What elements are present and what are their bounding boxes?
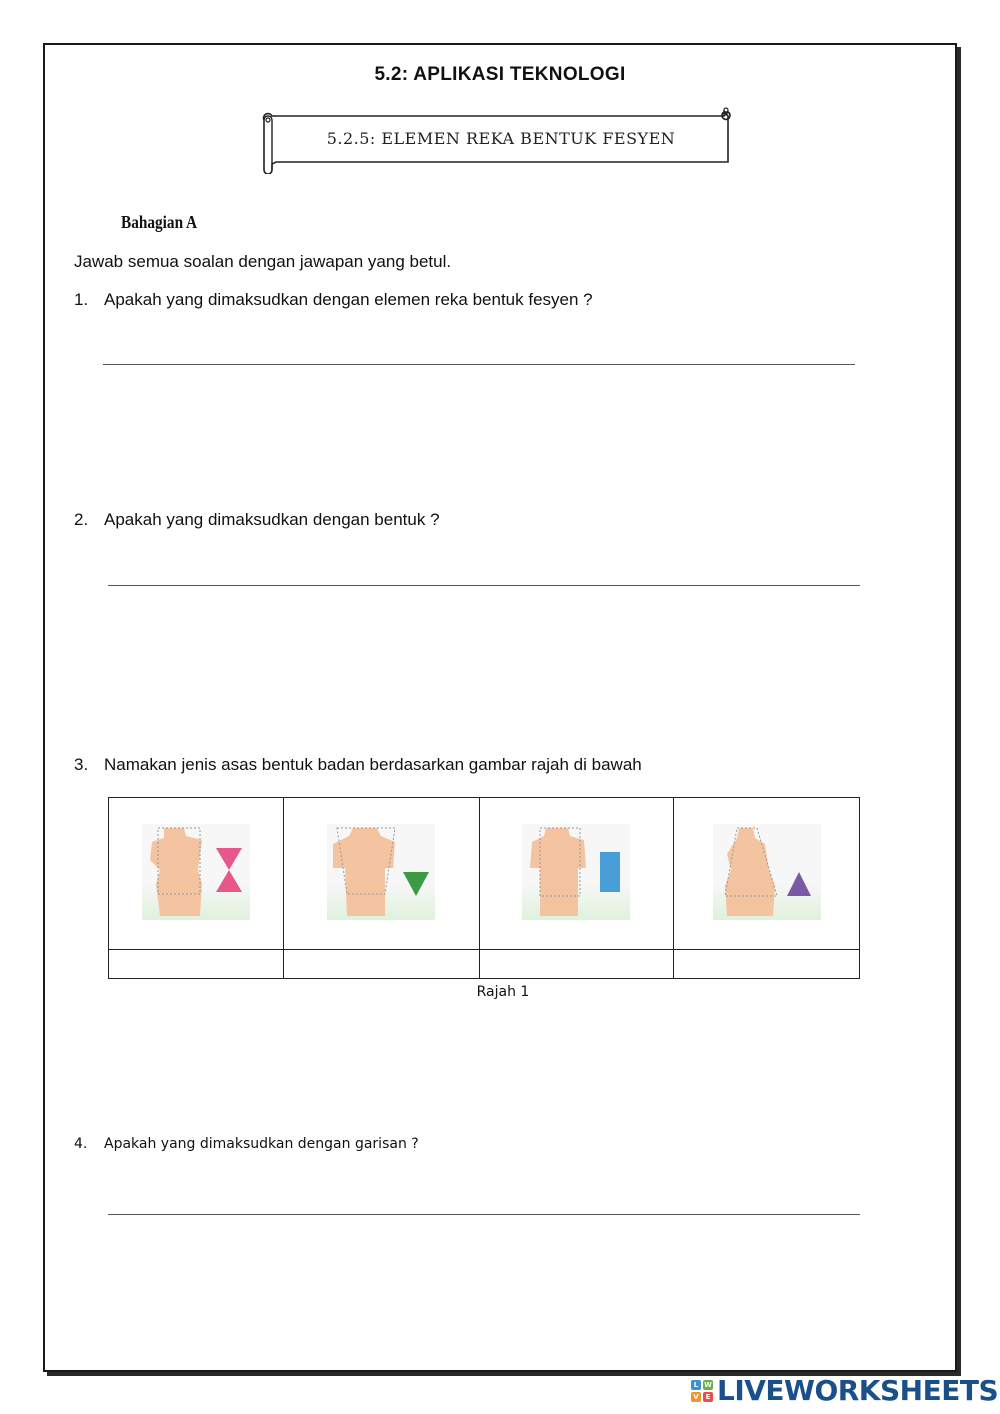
- body-shape-table: [108, 797, 860, 979]
- liveworksheets-logo: [691, 1374, 998, 1407]
- answer-cell-2[interactable]: [283, 950, 479, 979]
- logo-grid-icon: [691, 1380, 713, 1402]
- question-4: [74, 1136, 419, 1152]
- banner-scroll: [262, 106, 732, 174]
- page-frame: [43, 43, 957, 1372]
- answer-line-2[interactable]: [108, 585, 860, 586]
- figure-cell: [283, 798, 479, 950]
- rectangle-icon: [600, 852, 620, 892]
- instruction-text: Jawab semua soalan dengan jawapan yang betul.: [74, 252, 452, 271]
- answer-cell-4[interactable]: [674, 950, 860, 979]
- logo-letter: W: [704, 1380, 712, 1389]
- logo-letter: V: [691, 1392, 701, 1402]
- body-figure-image: [327, 824, 435, 920]
- body-figure-image: [522, 824, 630, 920]
- answer-cell-1[interactable]: [109, 950, 284, 979]
- question-number: 4.: [74, 1136, 88, 1152]
- question-number: 1.: [74, 290, 89, 309]
- question-number: 2.: [74, 510, 89, 529]
- question-text: Apakah yang dimaksudkan dengan garisan ?: [104, 1136, 419, 1152]
- question-text: Namakan jenis asas bentuk badan berdasarkan gambar rajah di bawah: [104, 755, 642, 774]
- answer-line-4[interactable]: [108, 1214, 860, 1215]
- body-figure-image: [142, 824, 250, 920]
- figure-cell: [109, 798, 284, 950]
- hourglass-icon: [216, 848, 242, 892]
- logo-letter: L: [691, 1380, 701, 1390]
- page-title: 5.2: APLIKASI TEKNOLOGI: [374, 64, 626, 85]
- question-3: [74, 755, 642, 775]
- logo-text: LIVEWORKSHEETS: [717, 1374, 999, 1407]
- figure-cell: [674, 798, 860, 950]
- question-number: 3.: [74, 755, 89, 774]
- body-figure-image: [713, 824, 821, 920]
- figure-caption: Rajah 1: [476, 984, 530, 1000]
- banner-text: 5.2.5: ELEMEN REKA BENTUK FESYEN: [326, 128, 676, 148]
- logo-letter: E: [703, 1392, 713, 1402]
- question-2: [74, 510, 440, 530]
- answer-line-1[interactable]: [103, 364, 855, 365]
- answer-cell-3[interactable]: [479, 950, 674, 979]
- question-1: [74, 290, 593, 310]
- triangle-icon: [787, 872, 811, 896]
- section-heading: Bahagian A: [121, 212, 198, 232]
- question-text: Apakah yang dimaksudkan dengan bentuk ?: [104, 510, 440, 529]
- figure-cell: [479, 798, 674, 950]
- inverted-triangle-icon: [403, 872, 429, 896]
- question-text: Apakah yang dimaksudkan dengan elemen reka bentuk fesyen ?: [104, 290, 593, 309]
